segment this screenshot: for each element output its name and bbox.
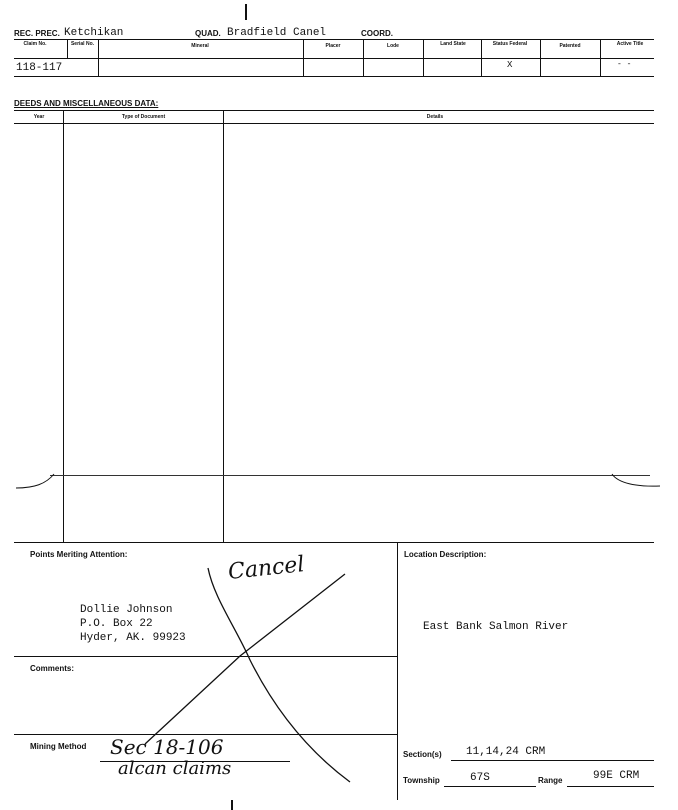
col-patented: Patented	[559, 43, 581, 49]
quad-label: QUAD.	[195, 29, 221, 38]
coord-label: COORD.	[361, 29, 393, 38]
points-address-1: P.O. Box 22	[80, 618, 153, 630]
fold-line	[50, 475, 650, 476]
location-label: Location Description:	[404, 550, 487, 559]
points-address-2: Hyder, AK. 99923	[80, 632, 186, 644]
handwritten-sec: Sec 18-106	[110, 735, 224, 759]
claim-no-value: 118-117	[16, 62, 63, 74]
claim-table-header-line	[14, 58, 654, 59]
deeds-title: DEEDS AND MISCELLANEOUS DATA:	[14, 99, 159, 108]
active-value: - -	[617, 60, 632, 69]
sections-value: 11,14,24 CRM	[466, 746, 546, 758]
claim-table-top	[14, 39, 654, 40]
comments-label: Comments:	[30, 664, 75, 673]
col-year: Year	[33, 114, 45, 120]
lower-section-top	[14, 542, 654, 543]
col-type-of-document: Type of Document	[121, 114, 166, 120]
quad-value: Bradfield Canel	[227, 27, 327, 39]
col-mineral: Mineral	[191, 43, 209, 49]
col-divider	[481, 39, 482, 76]
range-value: 99E CRM	[593, 770, 640, 782]
sections-underline	[451, 760, 654, 761]
col-lode: Lode	[387, 43, 399, 49]
col-status-federal: Status Federal	[492, 41, 528, 47]
handwritten-alcan: alcan claims	[118, 758, 232, 779]
points-name: Dollie Johnson	[80, 604, 173, 616]
deeds-header-line	[14, 123, 654, 124]
township-value: 67S	[470, 772, 490, 784]
col-details: Details	[426, 114, 444, 120]
township-underline	[444, 786, 536, 787]
x-stroke-1	[208, 568, 350, 782]
top-tick-mark	[245, 4, 247, 20]
location-value: East Bank Salmon River	[423, 621, 569, 633]
comments-top-line	[14, 656, 397, 657]
mining-label: Mining Method	[30, 742, 87, 751]
col-active-title: Active Title	[616, 41, 644, 47]
deeds-col-divider-1	[63, 110, 64, 542]
lower-section-divider	[397, 542, 398, 800]
col-serial-no: Serial No.	[70, 41, 95, 47]
col-divider	[98, 39, 99, 76]
fold-left-curve	[16, 474, 54, 488]
status-federal-value: X	[507, 60, 513, 70]
rec-prec-value: Ketchikan	[64, 27, 124, 39]
sections-label: Section(s)	[403, 750, 442, 759]
handwritten-cancel: Cancel	[226, 552, 306, 585]
range-label: Range	[538, 776, 563, 785]
range-underline	[567, 786, 654, 787]
deeds-col-divider-2	[223, 110, 224, 542]
claim-table-bottom	[14, 76, 654, 77]
col-divider	[423, 39, 424, 76]
col-divider	[600, 39, 601, 76]
rec-prec-label: REC. PREC.	[14, 29, 60, 38]
col-placer: Placer	[325, 43, 341, 49]
points-label: Points Meriting Attention:	[30, 550, 128, 559]
deeds-top-line	[14, 110, 654, 111]
township-label: Township	[403, 776, 440, 785]
x-stroke-2	[145, 574, 345, 744]
col-claim-no: Claim No.	[23, 41, 47, 47]
col-land-state: Land State	[440, 41, 466, 47]
